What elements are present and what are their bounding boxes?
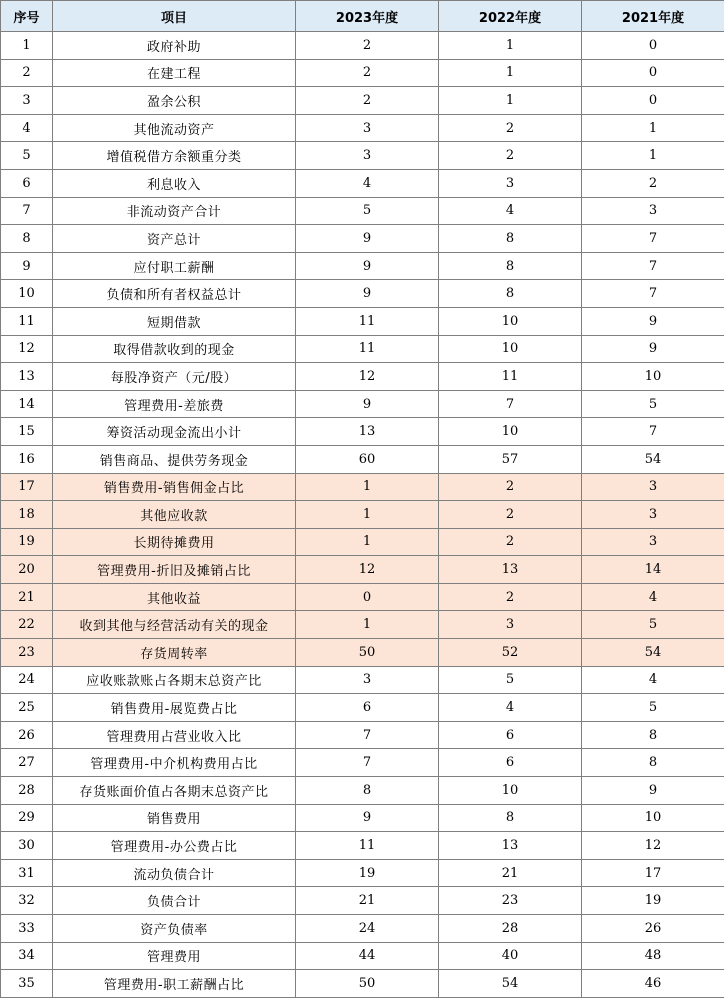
table-row [1, 915, 724, 943]
row-item-cell: 资产总计 [53, 225, 296, 253]
table-row [1, 666, 724, 694]
table-row [1, 59, 724, 87]
table-row [1, 721, 724, 749]
row-2022-cell: 2 [439, 501, 582, 529]
table-row [1, 418, 724, 446]
row-2022-cell: 21 [439, 859, 582, 887]
row-item-cell: 销售费用-销售佣金占比 [53, 473, 296, 501]
row-item-cell: 销售商品、提供劳务现金 [53, 445, 296, 473]
row-index-cell: 35 [1, 970, 53, 998]
row-2021-cell: 4 [582, 583, 724, 611]
row-2023-cell: 9 [296, 225, 439, 253]
row-index-cell: 28 [1, 777, 53, 805]
table-row [1, 335, 724, 363]
row-2023-cell: 21 [296, 887, 439, 915]
row-2021-cell: 9 [582, 335, 724, 363]
row-index-cell: 26 [1, 721, 53, 749]
row-2022-cell: 13 [439, 556, 582, 584]
row-2021-cell: 3 [582, 501, 724, 529]
row-2022-cell: 13 [439, 832, 582, 860]
row-2021-cell: 7 [582, 252, 724, 280]
row-item-cell: 应付职工薪酬 [53, 252, 296, 280]
table-row [1, 390, 724, 418]
row-2021-cell: 8 [582, 721, 724, 749]
table-row [1, 252, 724, 280]
row-2022-cell: 2 [439, 114, 582, 142]
row-2023-cell: 9 [296, 390, 439, 418]
row-index-cell: 20 [1, 556, 53, 584]
table-row [1, 32, 724, 60]
row-item-cell: 收到其他与经营活动有关的现金 [53, 611, 296, 639]
row-2022-cell: 1 [439, 87, 582, 115]
row-item-cell: 管理费用-差旅费 [53, 390, 296, 418]
table-row [1, 694, 724, 722]
row-index-cell: 24 [1, 666, 53, 694]
row-2021-cell: 3 [582, 197, 724, 225]
row-2023-cell: 2 [296, 59, 439, 87]
row-2021-cell: 1 [582, 142, 724, 170]
row-index-cell: 18 [1, 501, 53, 529]
row-item-cell: 盈余公积 [53, 87, 296, 115]
row-2022-cell: 8 [439, 280, 582, 308]
table-row [1, 142, 724, 170]
table-row [1, 887, 724, 915]
row-item-cell: 每股净资产（元/股） [53, 363, 296, 391]
row-2023-cell: 1 [296, 501, 439, 529]
row-2022-cell: 10 [439, 335, 582, 363]
row-2023-cell: 2 [296, 87, 439, 115]
row-2023-cell: 13 [296, 418, 439, 446]
row-2023-cell: 19 [296, 859, 439, 887]
row-index-cell: 33 [1, 915, 53, 943]
row-2021-cell: 48 [582, 942, 724, 970]
table-row [1, 307, 724, 335]
row-2022-cell: 7 [439, 390, 582, 418]
row-2022-cell: 8 [439, 225, 582, 253]
row-index-cell: 22 [1, 611, 53, 639]
row-2023-cell: 44 [296, 942, 439, 970]
row-2022-cell: 2 [439, 583, 582, 611]
table-row [1, 280, 724, 308]
row-2023-cell: 7 [296, 721, 439, 749]
row-2022-cell: 8 [439, 804, 582, 832]
row-2021-cell: 9 [582, 777, 724, 805]
row-index-cell: 4 [1, 114, 53, 142]
row-2021-cell: 12 [582, 832, 724, 860]
row-index-cell: 3 [1, 87, 53, 115]
row-2023-cell: 1 [296, 528, 439, 556]
row-2021-cell: 0 [582, 87, 724, 115]
row-2021-cell: 19 [582, 887, 724, 915]
row-index-cell: 29 [1, 804, 53, 832]
row-2023-cell: 9 [296, 804, 439, 832]
row-index-cell: 13 [1, 363, 53, 391]
row-2023-cell: 50 [296, 970, 439, 998]
row-item-cell: 管理费用-职工薪酬占比 [53, 970, 296, 998]
table-row [1, 225, 724, 253]
row-item-cell: 利息收入 [53, 169, 296, 197]
header-item: 项目 [53, 1, 296, 32]
row-index-cell: 7 [1, 197, 53, 225]
row-2023-cell: 12 [296, 363, 439, 391]
header-index: 序号 [1, 1, 53, 32]
row-index-cell: 32 [1, 887, 53, 915]
table-row [1, 970, 724, 998]
row-index-cell: 6 [1, 169, 53, 197]
row-item-cell: 短期借款 [53, 307, 296, 335]
row-index-cell: 14 [1, 390, 53, 418]
row-index-cell: 15 [1, 418, 53, 446]
row-2022-cell: 6 [439, 721, 582, 749]
row-index-cell: 27 [1, 749, 53, 777]
row-2022-cell: 2 [439, 473, 582, 501]
row-item-cell: 存货周转率 [53, 639, 296, 667]
row-2021-cell: 5 [582, 390, 724, 418]
row-2023-cell: 12 [296, 556, 439, 584]
table-row [1, 501, 724, 529]
row-2021-cell: 14 [582, 556, 724, 584]
row-2021-cell: 7 [582, 418, 724, 446]
row-item-cell: 流动负债合计 [53, 859, 296, 887]
row-item-cell: 应收账款账占各期末总资产比 [53, 666, 296, 694]
row-item-cell: 筹资活动现金流出小计 [53, 418, 296, 446]
row-item-cell: 销售费用 [53, 804, 296, 832]
row-2022-cell: 3 [439, 169, 582, 197]
row-2021-cell: 3 [582, 473, 724, 501]
row-item-cell: 长期待摊费用 [53, 528, 296, 556]
table-row [1, 363, 724, 391]
row-2023-cell: 8 [296, 777, 439, 805]
row-2023-cell: 4 [296, 169, 439, 197]
table-row [1, 804, 724, 832]
row-2022-cell: 4 [439, 694, 582, 722]
row-2021-cell: 5 [582, 694, 724, 722]
row-2023-cell: 2 [296, 32, 439, 60]
row-item-cell: 资产负债率 [53, 915, 296, 943]
row-item-cell: 负债和所有者权益总计 [53, 280, 296, 308]
table-row [1, 777, 724, 805]
row-item-cell: 管理费用-办公费占比 [53, 832, 296, 860]
row-2022-cell: 10 [439, 418, 582, 446]
row-index-cell: 21 [1, 583, 53, 611]
table-row [1, 639, 724, 667]
row-item-cell: 取得借款收到的现金 [53, 335, 296, 363]
row-item-cell: 政府补助 [53, 32, 296, 60]
row-item-cell: 增值税借方余额重分类 [53, 142, 296, 170]
row-2023-cell: 9 [296, 280, 439, 308]
row-index-cell: 12 [1, 335, 53, 363]
row-2023-cell: 60 [296, 445, 439, 473]
table-row [1, 114, 724, 142]
row-index-cell: 34 [1, 942, 53, 970]
table-row [1, 87, 724, 115]
row-2021-cell: 3 [582, 528, 724, 556]
row-index-cell: 30 [1, 832, 53, 860]
row-item-cell: 销售费用-展览费占比 [53, 694, 296, 722]
row-2022-cell: 57 [439, 445, 582, 473]
row-2021-cell: 17 [582, 859, 724, 887]
row-2021-cell: 7 [582, 225, 724, 253]
table-row [1, 583, 724, 611]
row-2023-cell: 3 [296, 666, 439, 694]
row-2022-cell: 10 [439, 777, 582, 805]
row-item-cell: 其他流动资产 [53, 114, 296, 142]
table-row [1, 749, 724, 777]
row-item-cell: 存货账面价值占各期末总资产比 [53, 777, 296, 805]
row-index-cell: 25 [1, 694, 53, 722]
table-row [1, 832, 724, 860]
row-2022-cell: 40 [439, 942, 582, 970]
row-item-cell: 其他收益 [53, 583, 296, 611]
row-index-cell: 19 [1, 528, 53, 556]
row-index-cell: 9 [1, 252, 53, 280]
table-row [1, 169, 724, 197]
table-row [1, 859, 724, 887]
row-index-cell: 31 [1, 859, 53, 887]
row-2021-cell: 54 [582, 445, 724, 473]
row-2021-cell: 9 [582, 307, 724, 335]
table-row [1, 473, 724, 501]
row-2022-cell: 52 [439, 639, 582, 667]
row-2022-cell: 1 [439, 32, 582, 60]
row-index-cell: 2 [1, 59, 53, 87]
row-2022-cell: 23 [439, 887, 582, 915]
row-2022-cell: 2 [439, 142, 582, 170]
row-item-cell: 在建工程 [53, 59, 296, 87]
row-2023-cell: 11 [296, 335, 439, 363]
row-index-cell: 1 [1, 32, 53, 60]
row-2023-cell: 1 [296, 611, 439, 639]
row-2023-cell: 1 [296, 473, 439, 501]
row-index-cell: 17 [1, 473, 53, 501]
row-2023-cell: 11 [296, 832, 439, 860]
row-index-cell: 23 [1, 639, 53, 667]
row-2021-cell: 10 [582, 804, 724, 832]
header-2023: 2023年度 [296, 1, 439, 32]
row-2021-cell: 46 [582, 970, 724, 998]
row-2022-cell: 6 [439, 749, 582, 777]
table-row [1, 611, 724, 639]
row-2023-cell: 5 [296, 197, 439, 225]
row-2022-cell: 10 [439, 307, 582, 335]
row-2021-cell: 0 [582, 59, 724, 87]
row-2023-cell: 24 [296, 915, 439, 943]
row-2023-cell: 6 [296, 694, 439, 722]
row-2021-cell: 1 [582, 114, 724, 142]
row-2021-cell: 26 [582, 915, 724, 943]
row-2022-cell: 5 [439, 666, 582, 694]
row-item-cell: 其他应收款 [53, 501, 296, 529]
row-2022-cell: 11 [439, 363, 582, 391]
row-2022-cell: 28 [439, 915, 582, 943]
row-item-cell: 管理费用-中介机构费用占比 [53, 749, 296, 777]
row-item-cell: 负债合计 [53, 887, 296, 915]
row-2021-cell: 2 [582, 169, 724, 197]
table-row [1, 197, 724, 225]
row-index-cell: 11 [1, 307, 53, 335]
header-row [1, 1, 724, 32]
row-2022-cell: 3 [439, 611, 582, 639]
row-2021-cell: 54 [582, 639, 724, 667]
row-2021-cell: 8 [582, 749, 724, 777]
table-body [1, 32, 724, 998]
header-2021: 2021年度 [582, 1, 724, 32]
row-2023-cell: 3 [296, 114, 439, 142]
table-row [1, 942, 724, 970]
row-2023-cell: 7 [296, 749, 439, 777]
row-item-cell: 管理费用-折旧及摊销占比 [53, 556, 296, 584]
row-item-cell: 管理费用占营业收入比 [53, 721, 296, 749]
table-row [1, 528, 724, 556]
row-2022-cell: 8 [439, 252, 582, 280]
row-2021-cell: 4 [582, 666, 724, 694]
row-2023-cell: 11 [296, 307, 439, 335]
row-2022-cell: 2 [439, 528, 582, 556]
table-header [1, 1, 724, 32]
row-index-cell: 5 [1, 142, 53, 170]
row-2023-cell: 50 [296, 639, 439, 667]
row-2022-cell: 1 [439, 59, 582, 87]
row-2023-cell: 0 [296, 583, 439, 611]
row-index-cell: 8 [1, 225, 53, 253]
row-2021-cell: 5 [582, 611, 724, 639]
row-item-cell: 非流动资产合计 [53, 197, 296, 225]
row-2021-cell: 7 [582, 280, 724, 308]
row-2021-cell: 10 [582, 363, 724, 391]
table-row [1, 556, 724, 584]
row-2021-cell: 0 [582, 32, 724, 60]
row-index-cell: 16 [1, 445, 53, 473]
row-2023-cell: 9 [296, 252, 439, 280]
header-2022: 2022年度 [439, 1, 582, 32]
row-2023-cell: 3 [296, 142, 439, 170]
row-item-cell: 管理费用 [53, 942, 296, 970]
table-row [1, 445, 724, 473]
row-2022-cell: 54 [439, 970, 582, 998]
row-index-cell: 10 [1, 280, 53, 308]
row-2022-cell: 4 [439, 197, 582, 225]
